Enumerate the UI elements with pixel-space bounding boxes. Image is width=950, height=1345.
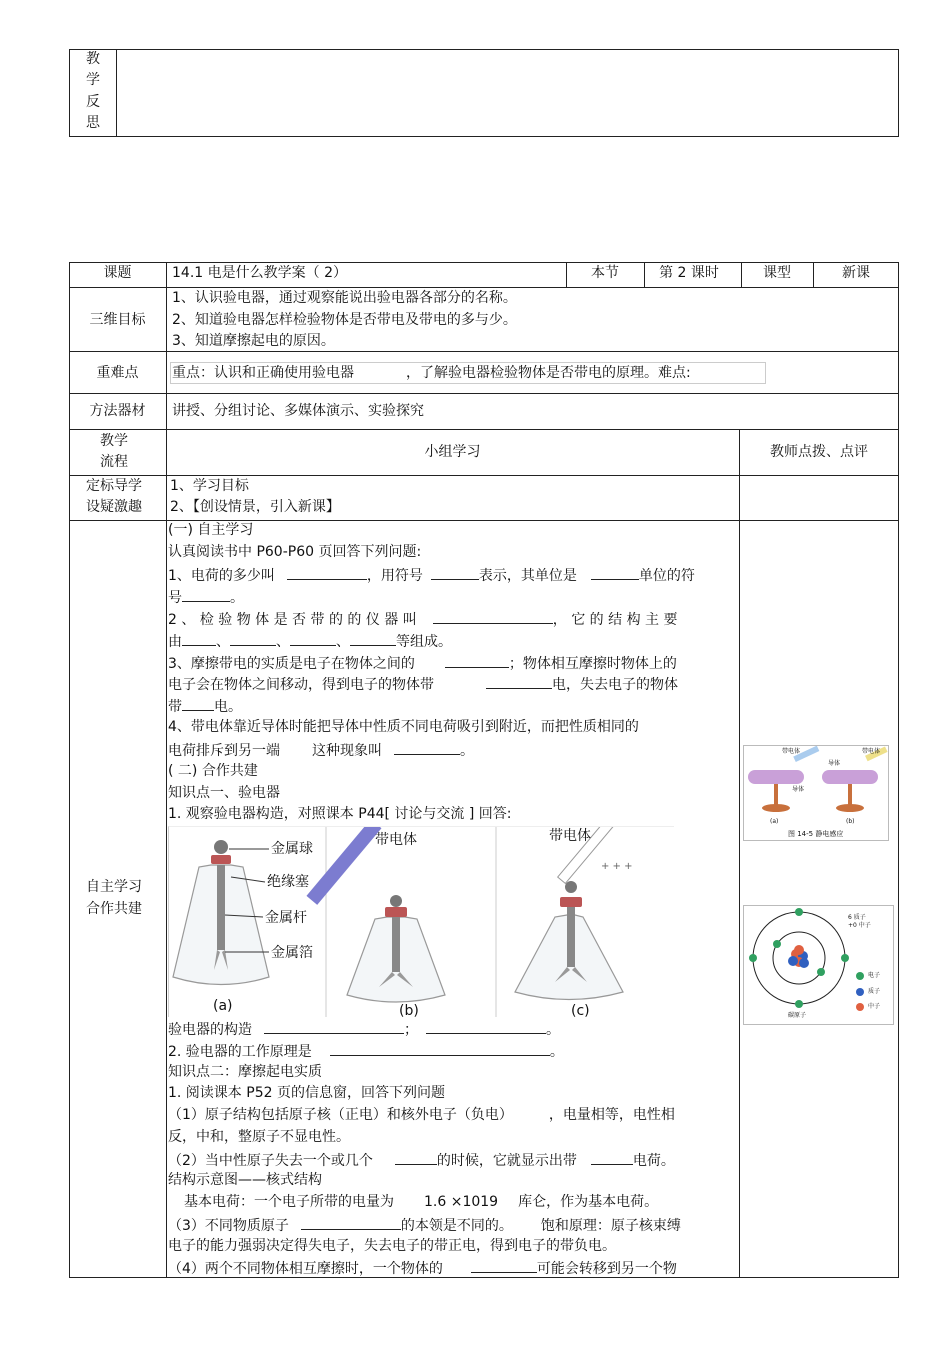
question-3-cont: 电子会在物体之间移动，得到电子的物体带 电，失去电子的物体 [168,674,678,694]
fig-a-label-foil: 金属箔 [271,945,313,961]
key-points-label: 重难点 [96,365,139,381]
reflection-label-3: 反 [86,94,100,110]
construct-question: 验电器的构造 ； 。 [168,1019,560,1039]
induction-label-l: 带电体 [782,748,801,755]
induction-sub-r: 导体 [828,760,841,767]
legend-neutron: 中子 [868,1003,881,1010]
induction-svg [744,746,889,841]
induction-label-r: 带电体 [862,748,881,755]
intro-label-1: 定标导学 [86,478,142,494]
main-label-2: 合作共建 [86,901,142,917]
induction-figure [743,745,889,841]
goal-3: 3、知道摩擦起电的原因。 [172,333,335,349]
atom-caption: 碳原子 [788,1012,807,1019]
fig-a-label-ball: 金属球 [271,841,313,857]
fig-c-label: 带电体 [549,828,591,844]
induction-cap-a: (a) [770,818,779,825]
key-points-text-a: 重点：认识和正确使用验电器 [172,365,354,381]
question-3: 3、摩擦带电的实质是电子在物体之间的 ；物体相互摩擦时物体上的 [168,653,677,673]
elementary-charge: 基本电荷：一个电子所带的电量为 1.6 ×1019 库仑，作为基本电荷。 [184,1194,659,1210]
type-label: 课型 [763,265,791,281]
answer-3-cont: 电子的能力强弱决定得失电子，失去电子的带正电，得到电子的带负电。 [168,1238,616,1254]
teacher-comment-header: 教师点拨、点评 [770,444,868,460]
section-label: 本节 [591,265,619,281]
read-instruction: 认真阅读书中 P60-P60 页回答下列问题: [168,544,422,560]
fig-b-label: 带电体 [375,832,417,848]
type-value: 新课 [842,265,870,281]
electroscope-figure [168,826,674,1017]
part1-title: (一) 自主学习 [168,522,254,538]
fig-c-caption: (c) [571,1003,590,1019]
reflection-label-1: 教 [86,51,100,67]
electroscope-a [173,840,269,985]
reflection-label-4: 思 [86,115,100,131]
knowledge-point-2: 知识点二：摩擦起电实质 [168,1064,322,1080]
legend-proton: 质子 [868,988,881,995]
question-2: 2 、 检 验 物 体 是 否 带 的 的 仪 器 叫 ， 它 的 结 构 主 要 [168,609,677,629]
topic-label: 课题 [103,265,132,281]
answer-2: （2）当中性原子失去一个或几个 的时候，它就显示出带 电荷。 [168,1150,675,1170]
induction-cap-b: (b) [846,818,855,825]
key-points-text-b: ，了解验电器检验物体是否带电的原理。难点: [406,365,691,381]
answer-3: （3）不同物质原子 的本领是不同的。 饱和原理：原子核束缚 [168,1215,681,1235]
topic-value: 14.1 电是什么教学案（ 2） [172,265,347,281]
question-1: 1、电荷的多少叫 ，用符号 表示，其单位是 单位的符 [168,565,695,585]
principle-question: 2. 验电器的工作原理是 。 [168,1041,564,1061]
legend-electron: 电子 [868,972,881,979]
methods-text: 讲授、分组讨论、多媒体演示、实验探究 [172,403,424,419]
fig-a-label-rod: 金属杆 [265,910,307,926]
flow-label-2: 流程 [100,454,128,470]
fig-b-caption: (b) [399,1003,419,1019]
row-line [69,287,899,288]
question-2-cont: 由 、 、 、 等组成。 [168,631,452,651]
intro-line-2: 2、【创设情景，引入新课】 [170,499,340,515]
answer-1-cont: 反，中和，整原子不显电性。 [168,1129,350,1145]
atom-protons: 6 质子 [848,914,866,921]
goals-label: 三维目标 [89,312,146,328]
fig-a-caption: (a) [213,998,233,1014]
methods-label: 方法器材 [89,403,146,419]
induction-caption: 图 14-5 静电感应 [788,830,844,838]
electroscope-svg [169,827,674,1017]
question-1-cont: 号 。 [168,587,244,607]
answer-4: （4）两个不同物体相互摩擦时，一个物体的 可能会转移到另一个物 [168,1258,677,1278]
reflection-label-2: 学 [86,72,100,88]
part2-title: ( 二) 合作共建 [168,763,258,779]
observe-instruction: 1. 观察验电器构造，对照课本 P44[ 讨论与交流 ] 回答: [168,806,512,822]
main-label-1: 自主学习 [86,879,142,895]
goal-2: 2、知道验电器怎样检验物体是否带电及带电的多与少。 [172,312,517,328]
read-p52: 1. 阅读课本 P52 页的信息窗，回答下列问题 [168,1085,445,1101]
reflection-table [69,49,899,137]
fig-a-label-insulator: 绝缘塞 [267,874,309,890]
intro-line-1: 1、学习目标 [170,478,249,494]
answer-1: （1）原子结构包括原子核（正电）和核外电子（负电） ，电量相等，电性相 [168,1107,675,1123]
question-3-cont2: 带 电。 [168,696,242,716]
flow-label-1: 教学 [100,433,128,449]
svg-text:+ + +: + + + [601,861,633,872]
goal-1: 1、认识验电器，通过观察能说出验电器各部分的名称。 [172,290,517,306]
intro-label-2: 设疑激趣 [86,499,142,515]
structure-diagram-note: 结构示意图——核式结构 [168,1172,322,1188]
induction-sub-l: 导体 [792,786,805,793]
knowledge-point-1: 知识点一、验电器 [168,785,280,801]
atom-figure [743,905,894,1025]
lesson-value: 第 2 课时 [659,265,719,281]
reflection-divider [116,49,117,137]
question-4-cont: 电荷排斥到另一端 这种现象叫 。 [168,740,474,760]
electroscope-b [306,827,445,1002]
electroscope-c [515,827,633,1000]
atom-neutrons: +0 中子 [848,922,871,929]
group-study-header: 小组学习 [424,444,481,460]
question-4: 4、带电体靠近导体时能把导体中性质不同电荷吸引到附近，而把性质相同的 [168,719,639,735]
